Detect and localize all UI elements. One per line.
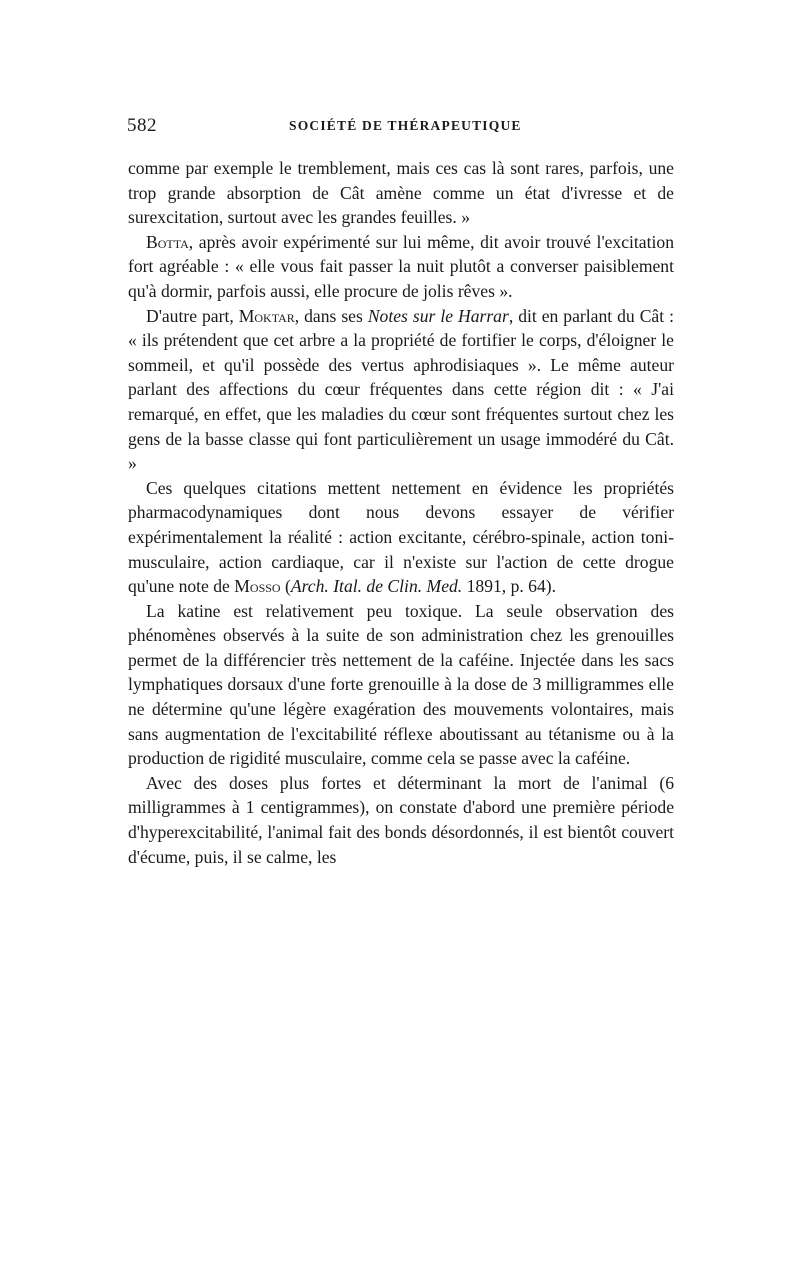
work-title: Notes sur le Harrar — [367, 305, 509, 326]
paragraph-3-text: , dit en parlant du Cât : « ils prétendent que cet arbre a la propriété de fortifier le corps, d'éloigner le sommeil, et qu'il possède des vertus aphrodisiaques ». Le même auteur parlant des affections du cœur fréquentes dans cette région dit : « J'ai remarqué, en effet, que les maladies du cœur sont fréquentes surtout chez les gens de la basse classe qui font particulièrement un usage immodéré du Cât. » — [128, 305, 674, 474]
paragraph-5-text: La katine est relativement peu toxique. La seule observation des phénomènes observés à la suite de son administration chez les grenouilles permet de la différencier très nettement de la caféine. Injectée dans les sacs lymphatiques dorsaux d'une forte grenouille à la dose de 3 milligrammes elle ne détermine qu'une légère exagération des mouvements volontaires, mais sans augmentation de l'excitabilité réflexe aboutissant au tétanisme ou à la production de rigidité musculaire, comme cela se passe avec la caféine. — [128, 600, 674, 769]
paragraph-1-text: comme par exemple le tremblement, mais ces cas là sont rares, parfois, une trop grande absorption de Cât amène comme un état d'ivresse et de surexcitation, surtout avec les grandes feuilles. » — [128, 158, 674, 228]
paragraph-3 — [128, 304, 674, 476]
reference-open: ( — [280, 576, 291, 597]
paragraph-4-text: Ces quelques citations mettent nettement en évidence les propriétés pharmacodynamiques dont nous devons essayer de vérifier expérimentalement la réalité : action excitante, cérébro-spinale, action toni-musculaire, action cardiaque, car il n'existe sur l'action de cette drogue qu'une note de — [128, 477, 674, 597]
page-header — [127, 115, 675, 145]
author-mosso: Mosso — [234, 576, 281, 597]
reference-close: 1891, p. 64). — [462, 576, 557, 597]
reference-journal: Arch. Ital. de Clin. Med. — [290, 576, 463, 597]
paragraph-6 — [128, 771, 674, 869]
author-moktar: Moktar — [238, 305, 295, 326]
paragraph-3-mid: , dans ses — [294, 305, 368, 326]
paragraph-6-text: Avec des doses plus fortes et déterminant la mort de l'animal (6 milligrammes à 1 centigrammes), on constate d'abord une première période d'hyperexcitabilité, l'animal fait des bonds désordonnés, il est bientôt couvert d'écume, puis, il se calme, les — [128, 772, 674, 867]
paragraph-1 — [128, 156, 674, 230]
body-text — [128, 156, 674, 869]
paragraph-2-text: , après avoir expérimenté sur lui même, dit avoir trouvé l'excitation fort agréable : « elle vous fait passer la nuit plutôt a converser paisiblement qu'à dormir, parfois aussi, elle procure de jolis rêves ». — [128, 231, 674, 301]
paragraph-3-lead: D'autre part, — [146, 305, 239, 326]
paragraph-4 — [128, 476, 674, 599]
author-botta: Botta — [146, 231, 189, 252]
paragraph-5 — [128, 599, 674, 771]
page-number: 582 — [127, 115, 157, 136]
running-title: SOCIÉTÉ DE THÉRAPEUTIQUE — [289, 118, 522, 133]
paragraph-2 — [128, 230, 674, 304]
